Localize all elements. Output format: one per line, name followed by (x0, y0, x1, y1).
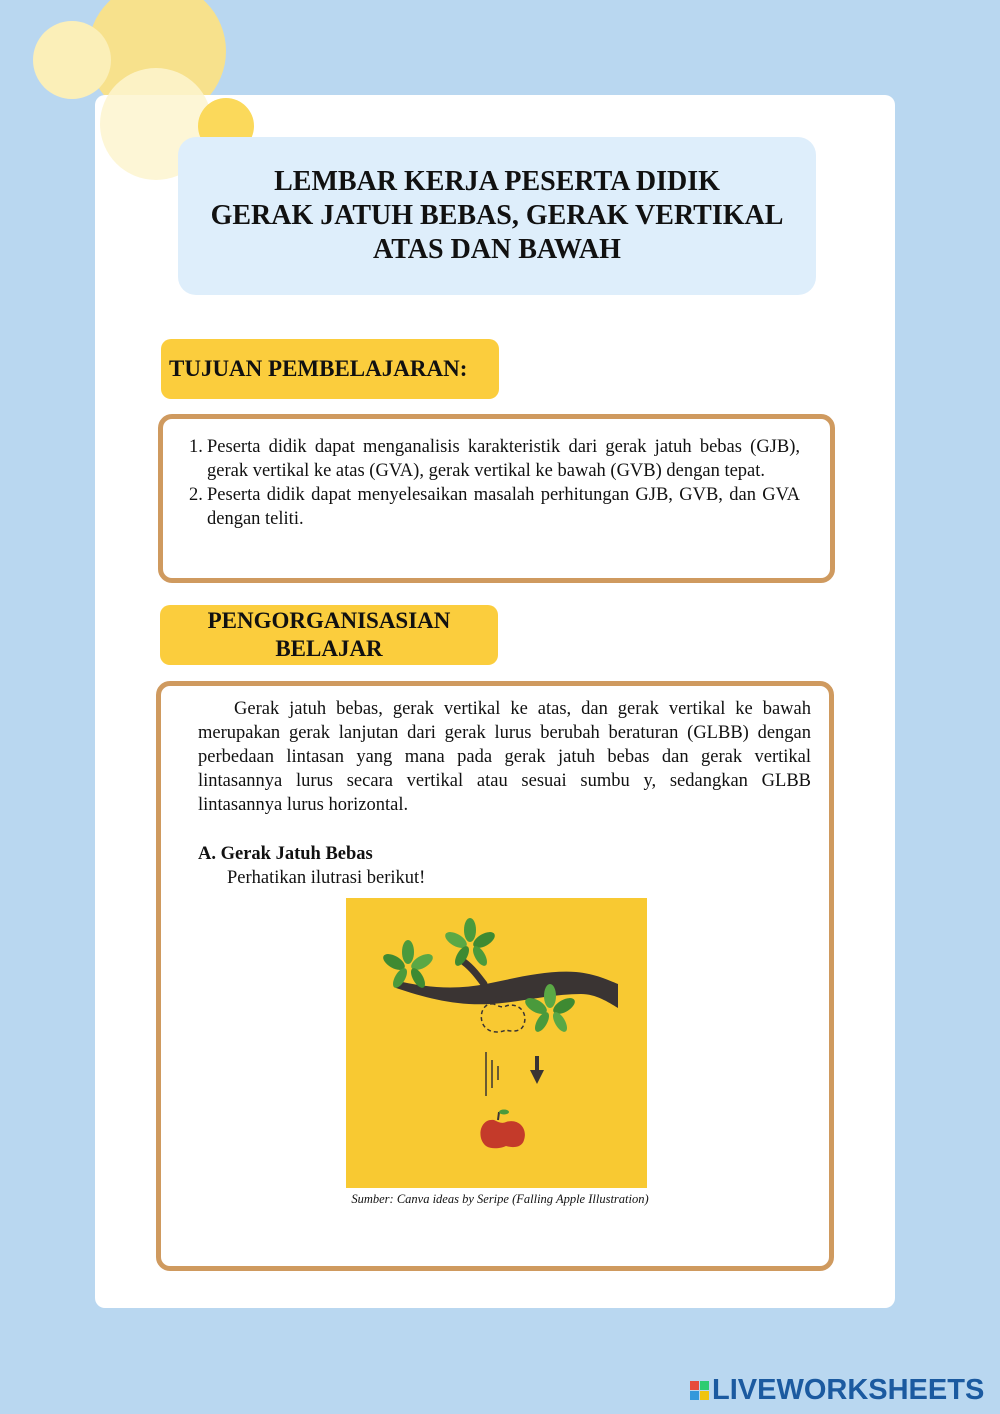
list-number: 2. (189, 485, 203, 505)
label-line: PENGORGANISASIAN (207, 608, 451, 633)
leaf-icon (443, 918, 498, 968)
section-intro: Perhatikan ilutrasi berikut! (227, 868, 426, 888)
leaf-icon (381, 940, 436, 990)
falling-apple-illustration (346, 898, 647, 1188)
list-item (189, 483, 800, 531)
down-arrow-icon (530, 1056, 544, 1084)
section-heading: A. Gerak Jatuh Bebas (198, 844, 373, 864)
decor-circle (33, 21, 111, 99)
page-title (178, 137, 816, 295)
organisasi-label (160, 605, 498, 665)
liveworksheets-logo[interactable] (690, 1374, 984, 1407)
branch-icon (464, 962, 484, 984)
apple-outline-icon (481, 1004, 525, 1032)
branch-icon (394, 972, 618, 1008)
list-item (189, 435, 800, 483)
goals-list (189, 435, 800, 531)
label-line: BELAJAR (275, 636, 383, 661)
image-caption: Sumber: Canva ideas by Seripe (Falling Apple Illustration) (351, 1192, 649, 1206)
title-line: LEMBAR KERJA PESERTA DIDIK (274, 166, 720, 197)
brand-text: LIVEWORKSHEETS (712, 1374, 985, 1406)
list-text: Peserta didik dapat menganalisis karakteristik dari gerak jatuh bebas (GJB), gerak vertikal ke atas (GVA), gerak vertikal ke bawah (GVB) dengan tepat. (207, 437, 800, 481)
tujuan-box (158, 414, 835, 583)
intro-paragraph: Gerak jatuh bebas, gerak vertikal ke atas, dan gerak vertikal ke bawah merupakan gerak lanjutan dari gerak lurus berubah beraturan (GLBB) dengan perbedaan lintasan yang mana pada gerak jatuh bebas dan gerak vertikal lintasannya lurus secara vertikal atau sesuai sumbu y, sedangkan GLBB lintasannya lurus horizontal. (198, 699, 811, 815)
list-number: 1. (189, 437, 203, 457)
tujuan-label: TUJUAN PEMBELAJARAN: (161, 339, 499, 399)
illustration-svg (346, 898, 647, 1188)
motion-lines-icon (486, 1052, 498, 1096)
apple-icon (480, 1110, 524, 1149)
list-text: Peserta didik dapat menyelesaikan masalah perhitungan GJB, GVB, dan GVA dengan teliti. (207, 485, 800, 529)
logo-icon (690, 1381, 709, 1400)
title-line: ATAS DAN BAWAH (373, 234, 621, 265)
title-line: GERAK JATUH BEBAS, GERAK VERTIKAL (210, 200, 784, 231)
